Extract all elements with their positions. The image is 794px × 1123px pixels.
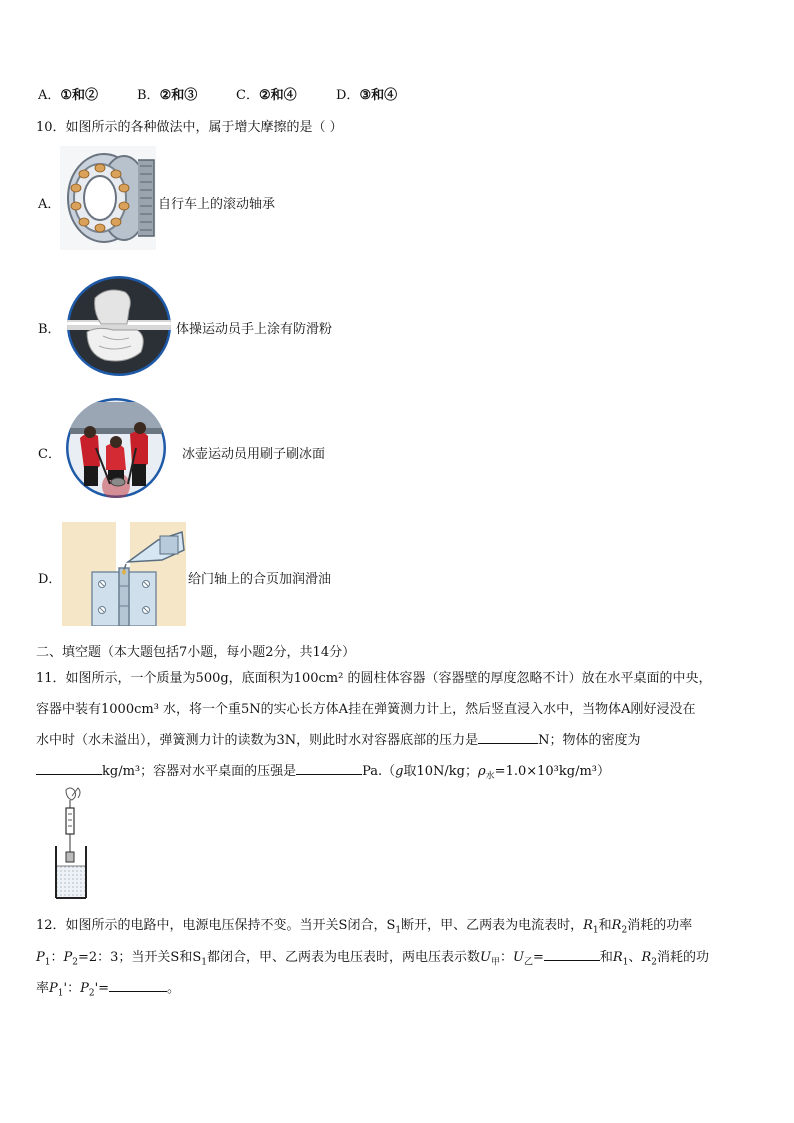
q11-blank-3[interactable] bbox=[296, 762, 362, 775]
q10-stem: 10．如图所示的各种做法中，属于增大摩擦的是（ ） bbox=[36, 120, 343, 135]
q10-option-d-text: 给门轴上的合页加润滑油 bbox=[188, 572, 332, 587]
q11-line1: 11．如图所示，一个质量为500g，底面积为100cm² 的圆柱体容器（容器壁的厚度忽略不计）放在水平桌面的中央， bbox=[36, 671, 712, 686]
q9-option-d: D．③和④ bbox=[336, 88, 398, 103]
q12-blank-1[interactable] bbox=[544, 948, 600, 961]
q10-option-b-letter: B． bbox=[38, 322, 61, 337]
q10-option-c-letter: C． bbox=[38, 447, 61, 462]
q9-option-a: A．①和② bbox=[38, 88, 99, 103]
q12-line2: $P_1$：$P_2=2$：3；当开关S和$S_1$都闭合，甲、乙两表为电压表时，两电压表示数$U_甲$：$U_乙=$ 和$R_1$、$R_2$消耗的功 bbox=[36, 950, 709, 968]
q11-line4: kg/m³；容器对水平桌面的压强是 Pa.（g取10N/kg；$\rho_水=1.0\times 10^3kg/m^3$） bbox=[36, 760, 610, 782]
q10-option-d-letter: D． bbox=[38, 572, 62, 587]
q12-blank-2[interactable] bbox=[109, 979, 167, 992]
q10-option-a-text: 自行车上的滚动轴承 bbox=[158, 197, 276, 212]
q10-option-b-text: 体操运动员手上涂有防滑粉 bbox=[176, 322, 333, 337]
q10-option-c-text: 冰壶运动员用刷子刷冰面 bbox=[182, 447, 326, 462]
q11-line3: 水中时（水未溢出），弹簧测力计的读数为3N，则此时水对容器底部的压力是 N；物体的密度为 bbox=[36, 733, 641, 748]
q11-line2: 容器中装有1000cm³ 水，将一个重5N的实心长方体A挂在弹簧测力计上，然后竖直浸入水中，当物体A刚好浸没在 bbox=[36, 702, 696, 717]
q9-option-c: C．②和④ bbox=[236, 88, 297, 103]
hinge-oil-image bbox=[62, 522, 186, 626]
q10-option-a-letter: A． bbox=[38, 197, 61, 212]
spring-scale-container-figure bbox=[52, 786, 92, 900]
q11-blank-2[interactable] bbox=[36, 762, 102, 775]
section2-heading: 二、填空题（本大题包括7小题，每小题2分，共14分） bbox=[36, 645, 356, 660]
q11-blank-1[interactable] bbox=[478, 731, 538, 744]
q12-line3: 率$P_1'$：$P_2'=$ 。 bbox=[36, 981, 181, 999]
gymnast-hands-image bbox=[67, 276, 171, 376]
q12-line1: 12．如图所示的电路中，电源电压保持不变。当开关S闭合，$S_1$断开，甲、乙两表为电流表时，$R_1$和$R_2$消耗的功率 bbox=[36, 918, 693, 936]
curling-image bbox=[66, 398, 166, 498]
q9-option-b: B．②和③ bbox=[137, 88, 198, 103]
bearing-image bbox=[60, 146, 156, 250]
